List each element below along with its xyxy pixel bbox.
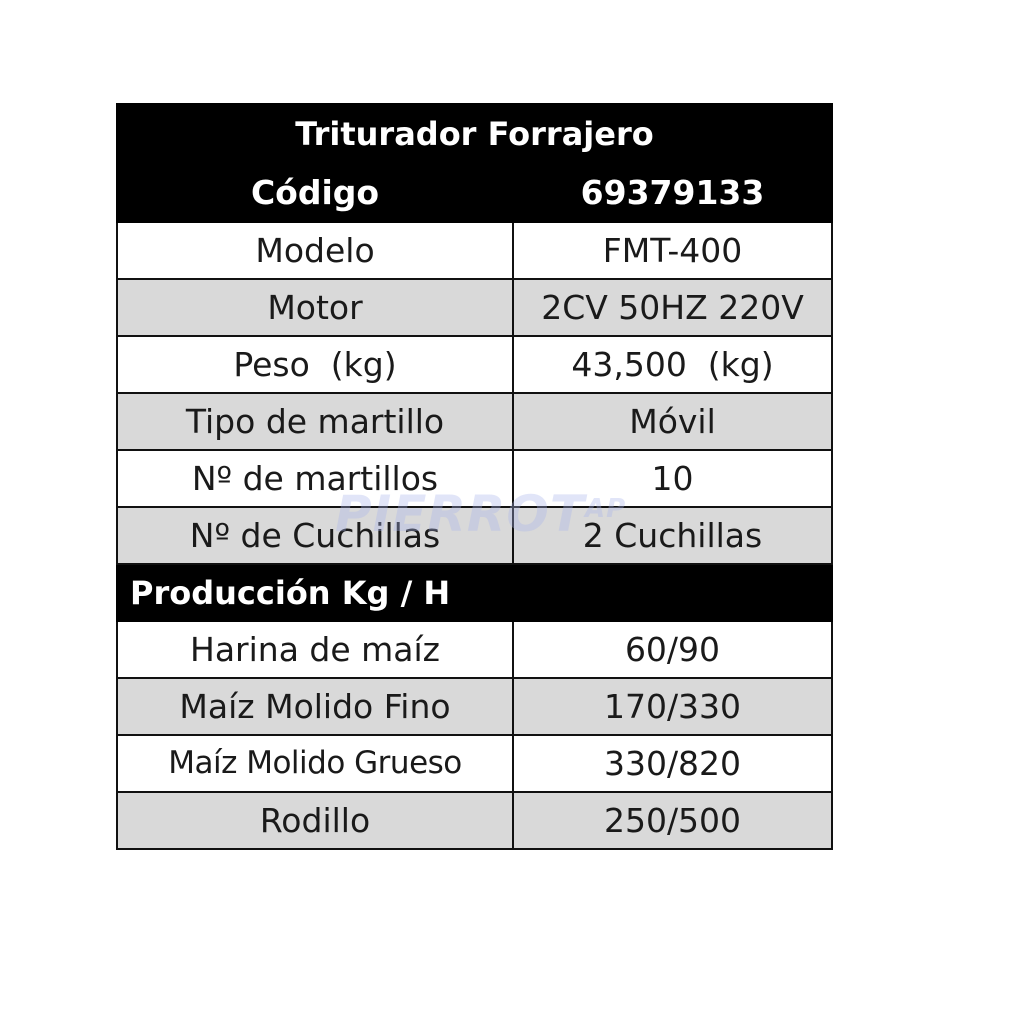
production-value: 60/90 [513, 621, 832, 678]
table-row [117, 621, 832, 678]
watermark-suffix: AP [585, 494, 627, 524]
spec-value: FMT-400 [513, 222, 832, 279]
table-row [117, 222, 832, 279]
table-row [117, 678, 832, 735]
production-value: 250/500 [513, 792, 832, 849]
production-header-row [117, 564, 832, 621]
spec-value: Móvil [513, 393, 832, 450]
production-value: 330/820 [513, 735, 832, 792]
code-label: Código [117, 163, 513, 222]
code-row [117, 163, 832, 222]
spec-value: 43,500 (kg) [513, 336, 832, 393]
spec-value: 10 [513, 450, 832, 507]
production-header: Producción Kg / H [117, 564, 832, 621]
spec-label: Peso (kg) [117, 336, 513, 393]
table-row [117, 336, 832, 393]
table-row [117, 279, 832, 336]
table-title: Triturador Forrajero [117, 104, 832, 163]
spec-table [116, 103, 833, 850]
spec-label: Motor [117, 279, 513, 336]
spec-label: Nº de Cuchillas [117, 507, 513, 564]
production-label: Rodillo [117, 792, 513, 849]
table-row [117, 507, 832, 564]
table-row [117, 735, 832, 792]
spec-label: Nº de martillos [117, 450, 513, 507]
production-label: Maíz Molido Fino [117, 678, 513, 735]
watermark-brand: PIERROT [335, 485, 586, 543]
table-title-row [117, 104, 832, 163]
spec-label: Tipo de martillo [117, 393, 513, 450]
spec-value: 2 Cuchillas [513, 507, 832, 564]
table-row [117, 393, 832, 450]
production-value: 170/330 [513, 678, 832, 735]
code-value: 69379133 [513, 163, 832, 222]
table-row [117, 792, 832, 849]
production-label: Maíz Molido Grueso [117, 735, 513, 792]
spec-label: Modelo [117, 222, 513, 279]
spec-value: 2CV 50HZ 220V [513, 279, 832, 336]
table-row [117, 450, 832, 507]
production-label: Harina de maíz [117, 621, 513, 678]
